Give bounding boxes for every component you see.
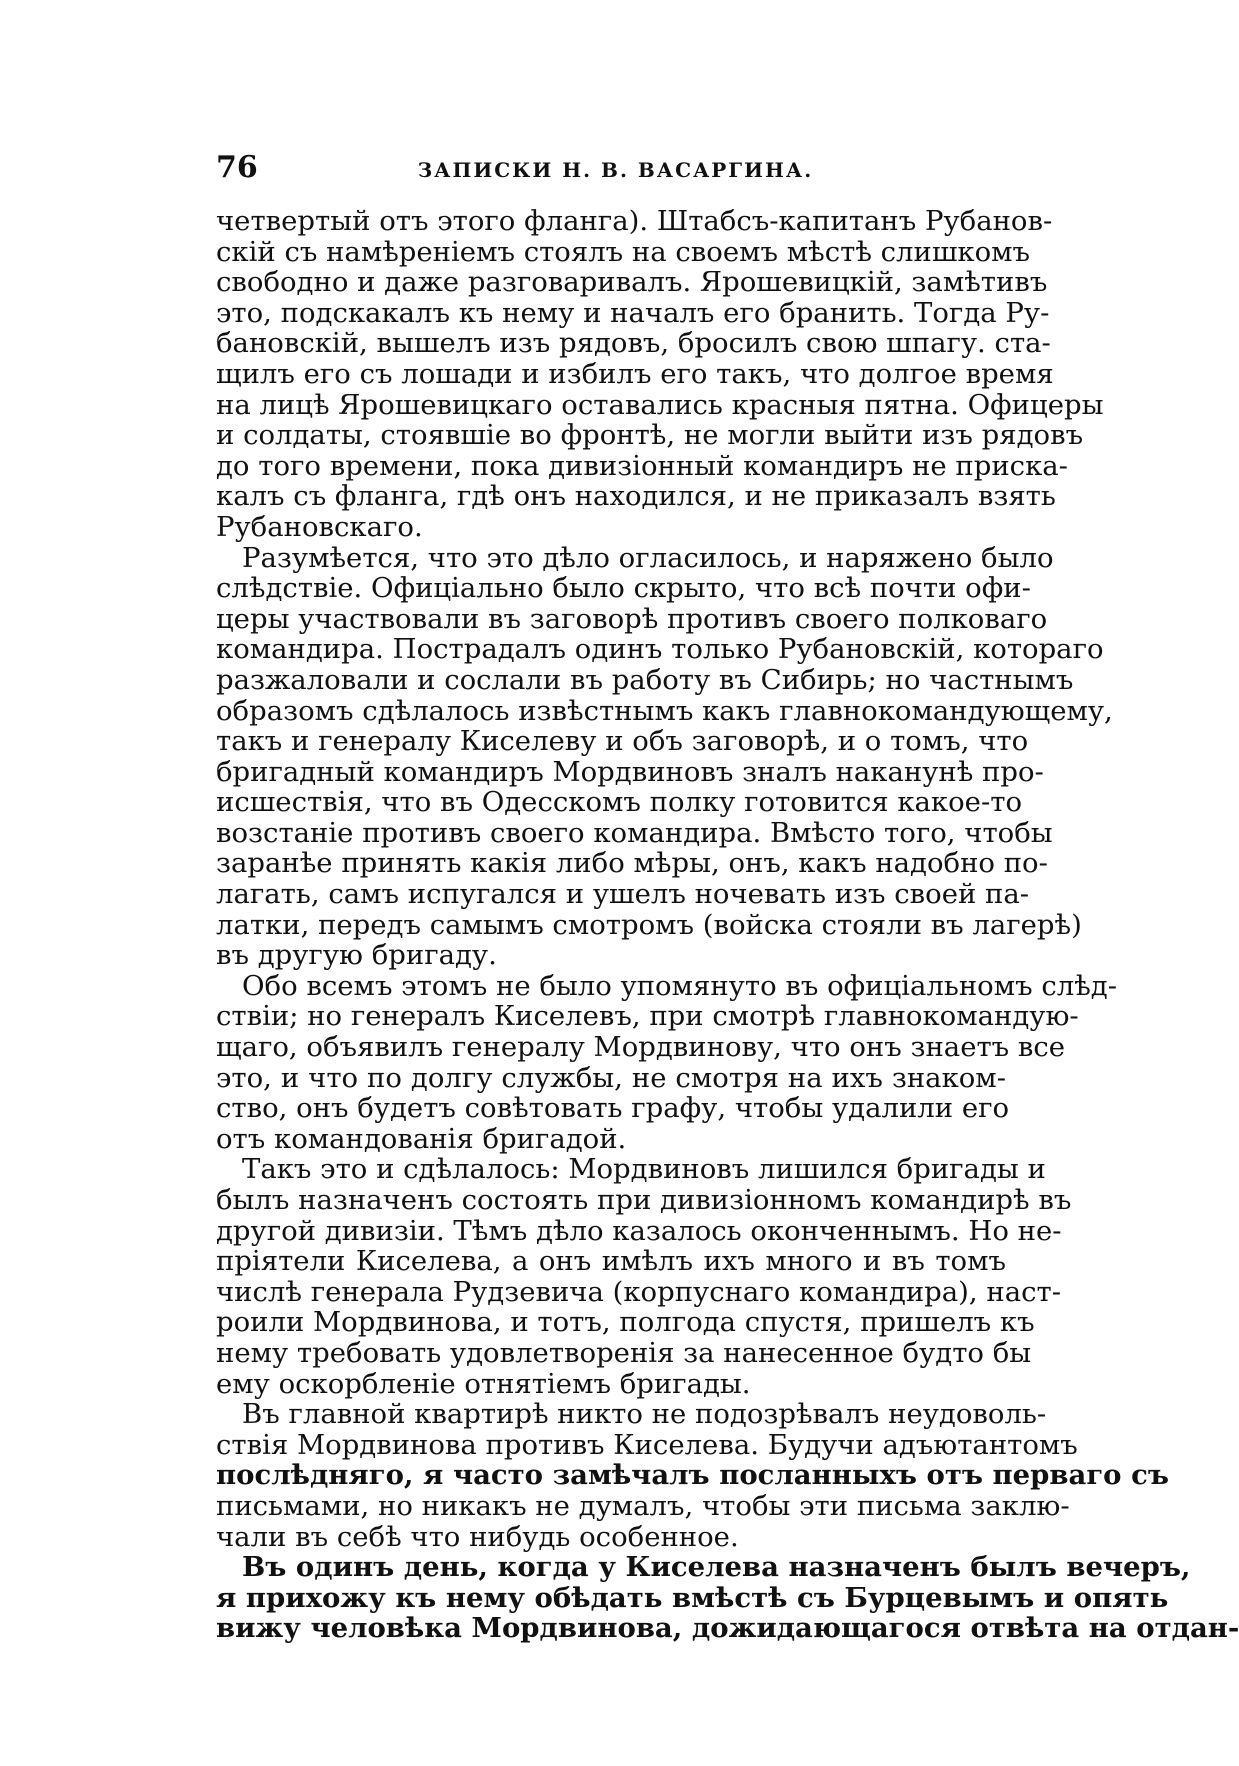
text-line: нему требовать удовлетворенія за нанесенное будто бы bbox=[216, 1336, 1032, 1369]
paragraph-start-line: Въ одинъ день, когда у Киселева назначенъ былъ вечеръ, bbox=[242, 1551, 1191, 1584]
text-line: ему оскорбленіе отнятіемъ бригады. bbox=[216, 1367, 751, 1400]
text-line: въ другую бригаду. bbox=[216, 939, 497, 972]
text-line: исшествія, что въ Одесскомъ полку готовится какое-то bbox=[216, 786, 1023, 819]
text-line: это, подскакалъ къ нему и началъ его бранить. Тогда Ру- bbox=[216, 296, 1050, 329]
text-line: вижу человѣка Мордвинова, дожидающагося отвѣта на отдан- bbox=[216, 1612, 1239, 1645]
text-line: образомъ сдѣлалось извѣстнымъ какъ главнокомандующему, bbox=[216, 694, 1113, 727]
text-line: Рубановскаго. bbox=[216, 510, 423, 543]
page-header bbox=[216, 150, 1006, 185]
text-line: слѣдствіе. Офиціально было скрыто, что всѣ почти офи- bbox=[216, 572, 1031, 605]
text-line: я прихожу къ нему обѣдать вмѣстѣ съ Бурцевымъ и опять bbox=[216, 1581, 1169, 1614]
paragraph-start-line: Обо всемъ этомъ не было упомянуто въ офиціальномъ слѣд- bbox=[242, 969, 1118, 1002]
text-line: ствіи; но генералъ Киселевъ, при смотрѣ главнокомандую- bbox=[216, 1000, 1079, 1033]
text-line: отъ командованія бригадой. bbox=[216, 1122, 627, 1155]
text-line: разжаловали и сослали въ работу въ Сибирь; но частнымъ bbox=[216, 663, 1074, 696]
text-line: щаго, объявилъ генералу Мордвинову, что онъ знаетъ все bbox=[216, 1031, 1066, 1064]
text-line: роили Мордвинова, и тотъ, полгода спустя, пришелъ къ bbox=[216, 1306, 1035, 1339]
text-line: четвертый отъ этого фланга). Штабсъ-капитанъ Рубанов- bbox=[216, 205, 1053, 237]
text-line: ство, онъ будетъ совѣтовать графу, чтобы удалили его bbox=[216, 1092, 1010, 1125]
text-line: командира. Пострадалъ одинъ только Рубановскій, котораго bbox=[216, 633, 1104, 666]
running-title: ЗАПИСКИ Н. В. ВАСАРГИНА. bbox=[417, 158, 814, 182]
body-text bbox=[216, 205, 1239, 1645]
text-line: до того времени, пока дивизіонный командиръ не приска- bbox=[216, 449, 1068, 482]
text-line: другой дивизіи. Тѣмъ дѣло казалось оконченнымъ. Но не- bbox=[216, 1214, 1062, 1247]
text-line: это, и что по долгу службы, не смотря на ихъ знаком- bbox=[216, 1061, 1006, 1094]
page-number: 76 bbox=[216, 150, 258, 185]
paragraph-start-line: Такъ это и сдѣлалось: Мордвиновъ лишился бригады и bbox=[242, 1153, 1046, 1186]
paragraph-start-line: Разумѣется, что это дѣло огласилось, и наряжено было bbox=[242, 541, 1054, 574]
paragraph-start-line: Въ главной квартирѣ никто не подозрѣвалъ неудоволь- bbox=[242, 1398, 1047, 1431]
text-line: пріятели Киселева, а онъ имѣлъ ихъ много и въ томъ bbox=[216, 1245, 1006, 1278]
text-line: письмами, но никакъ не думалъ, чтобы эти письма заклю- bbox=[216, 1489, 1070, 1522]
text-line: такъ и генералу Киселеву и объ заговорѣ, и о томъ, что bbox=[216, 725, 1029, 758]
text-line: щилъ его съ лошади и избилъ его такъ, что долгое время bbox=[216, 357, 1054, 390]
text-line: бановскій, вышелъ изъ рядовъ, бросилъ свою шпагу. ста- bbox=[216, 327, 1051, 360]
text-line: возстаніе противъ своего командира. Вмѣсто того, чтобы bbox=[216, 816, 1053, 849]
text-line: калъ съ фланга, гдѣ онъ находился, и не приказалъ взять bbox=[216, 480, 1056, 513]
text-line: числѣ генерала Рудзевича (корпуснаго командира), наст- bbox=[216, 1275, 1061, 1308]
text-line: латки, передъ самымъ смотромъ (войска стояли въ лагерѣ) bbox=[216, 908, 1082, 941]
text-line: ствія Мордвинова противъ Киселева. Будучи адъютантомъ bbox=[216, 1428, 1078, 1461]
text-line: на лицѣ Ярошевицкаго оставались красныя пятна. Офицеры bbox=[216, 388, 1104, 421]
text-line: заранѣе принять какія либо мѣры, онъ, какъ надобно по- bbox=[216, 847, 1048, 880]
text-line: послѣдняго, я часто замѣчалъ посланныхъ отъ перваго съ bbox=[216, 1459, 1169, 1492]
text-line: скій съ намѣреніемъ стоялъ на своемъ мѣстѣ слишкомъ bbox=[216, 235, 1031, 268]
text-line: лагать, самъ испугался и ушелъ ночевать изъ своей па- bbox=[216, 878, 1030, 911]
text-line: былъ назначенъ состоять при дивизіонномъ командирѣ въ bbox=[216, 1184, 1072, 1216]
text-line: бригадный командиръ Мордвиновъ зналъ наканунѣ про- bbox=[216, 755, 1044, 788]
text-line: и солдаты, стоявшіе во фронтѣ, не могли выйти изъ рядовъ bbox=[216, 419, 1084, 452]
text-line: свободно и даже разговаривалъ. Ярошевицкій, замѣтивъ bbox=[216, 266, 1048, 299]
text-line: чали въ себѣ что нибудь особенное. bbox=[216, 1520, 739, 1553]
text-line: церы участвовали въ заговорѣ противъ своего полковаго bbox=[216, 602, 1048, 635]
